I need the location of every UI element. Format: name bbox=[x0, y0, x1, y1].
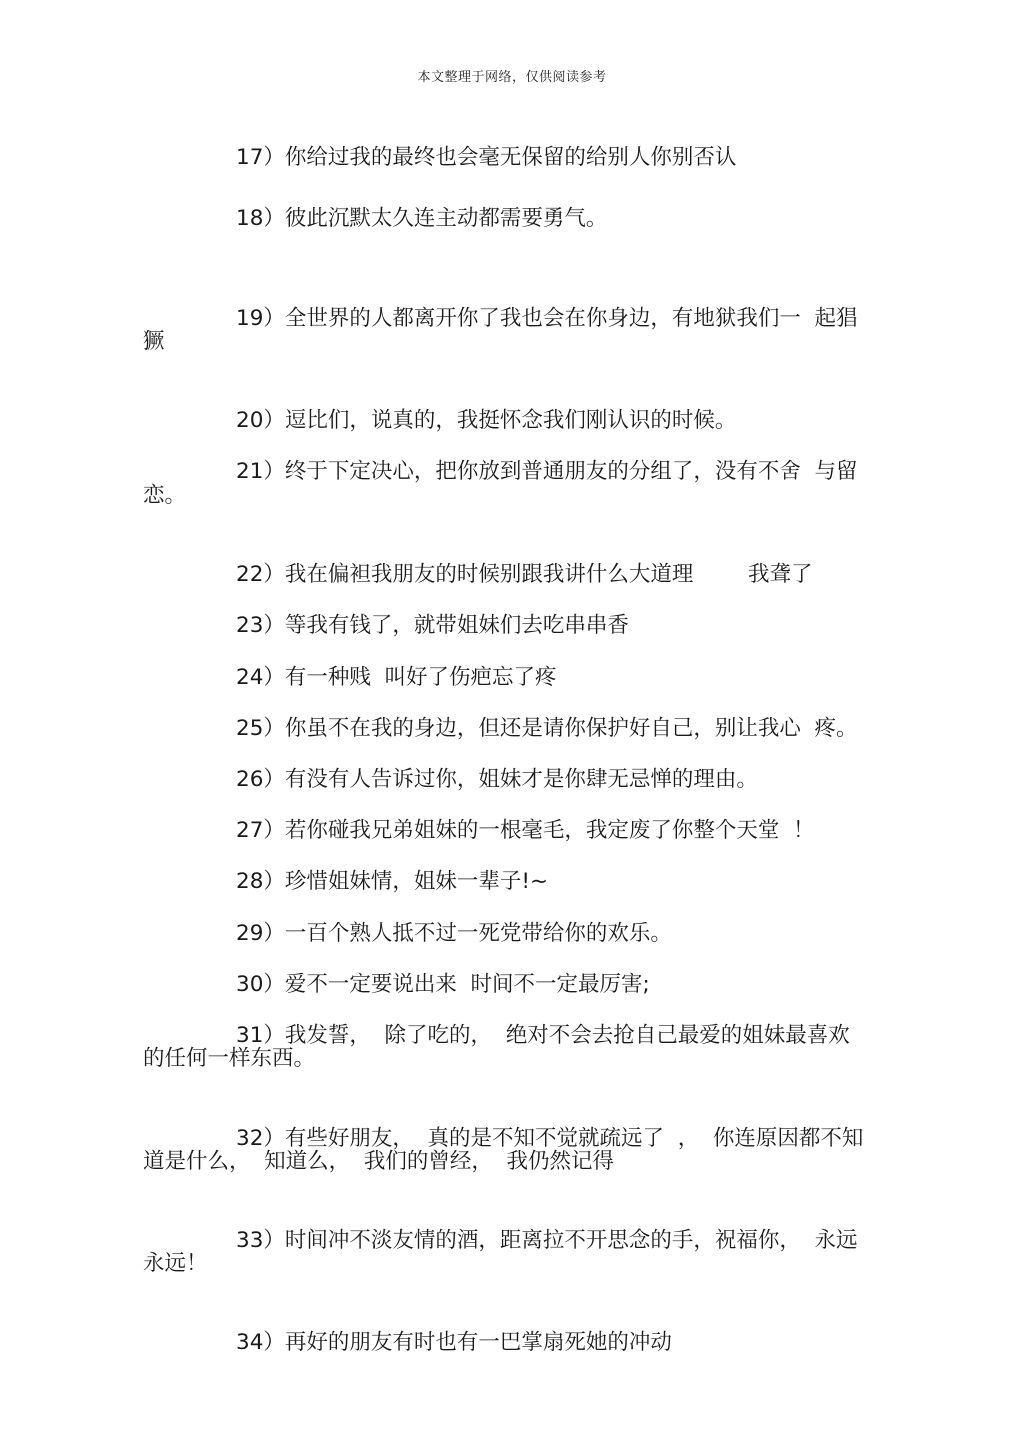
item-number: 34） bbox=[236, 1330, 285, 1355]
list-item bbox=[195, 277, 858, 361]
item-number: 23） bbox=[236, 613, 285, 638]
list-item bbox=[195, 430, 858, 514]
list-item bbox=[195, 1301, 672, 1385]
item-text: 有些好朋友， 真的是不知不觉就疏远了 ， 你连原因都不知 bbox=[284, 1126, 864, 1151]
item-text: 终于下定决心，把你放到普通朋友的分组了，没有不舍 与留 bbox=[284, 459, 858, 484]
item-number: 33） bbox=[236, 1228, 285, 1253]
item-text: 等我有钱了，就带姐妹们去吃串串香 bbox=[284, 613, 629, 638]
item-number: 31） bbox=[236, 1023, 285, 1048]
item-text: 我在偏袒我朋友的时候别跟我讲什么大道理 我聋了 bbox=[284, 562, 813, 587]
item-text: 我发誓， 除了吃的， 绝对不会去抢自己最爱的姐妹最喜欢 bbox=[284, 1023, 850, 1048]
item-text: 你虽不在我的身边，但还是请你保护好自己，别让我心 疼。 bbox=[284, 716, 858, 741]
item-number: 19） bbox=[236, 306, 285, 331]
item-text: 有没有人告诉过你，姐妹才是你肆无忌惮的理由。 bbox=[284, 767, 758, 792]
header-note: 本文整理于网络，仅供阅读参考 bbox=[417, 70, 607, 85]
item-number: 28） bbox=[236, 869, 285, 894]
item-number: 25） bbox=[236, 716, 285, 741]
item-number: 17） bbox=[236, 145, 285, 170]
item-continuation: 道是什么， 知道么， 我们的曾经， 我仍然记得 bbox=[143, 1149, 615, 1174]
item-text: 逗比们，说真的，我挺怀念我们刚认识的时候。 bbox=[284, 408, 737, 433]
item-continuation: 永远！ bbox=[143, 1251, 208, 1276]
item-text: 若你碰我兄弟姐妹的一根毫毛，我定废了你整个天堂 ！ bbox=[284, 818, 815, 843]
item-text: 你给过我的最终也会毫无保留的给别人你别否认 bbox=[284, 145, 737, 170]
list-item bbox=[195, 1199, 858, 1283]
item-continuation: 獗 bbox=[143, 329, 165, 354]
item-continuation: 恋。 bbox=[143, 483, 187, 508]
item-text: 彼此沉默太久连主动都需要勇气。 bbox=[284, 206, 608, 231]
item-number: 32） bbox=[236, 1126, 285, 1151]
item-number: 18） bbox=[236, 206, 285, 231]
item-number: 27） bbox=[236, 818, 285, 843]
item-text: 再好的朋友有时也有一巴掌扇死她的冲动 bbox=[284, 1330, 672, 1355]
item-text: 全世界的人都离开你了我也会在你身边，有地狱我们一 起猖 bbox=[284, 306, 858, 331]
item-continuation: 的任何一样东西。 bbox=[143, 1046, 316, 1071]
item-text: 一百个熟人抵不过一死党带给你的欢乐。 bbox=[284, 921, 672, 946]
item-number: 26） bbox=[236, 767, 285, 792]
item-text: 珍惜姐妹情，姐妹一辈子!~ bbox=[284, 869, 549, 894]
item-text: 有一种贱 叫好了伤疤忘了疼 bbox=[284, 665, 557, 690]
item-number: 30） bbox=[236, 972, 285, 997]
item-text: 爱不一定要说出来 时间不一定最厉害; bbox=[284, 972, 650, 997]
item-number: 21） bbox=[236, 459, 285, 484]
item-text: 时间冲不淡友情的酒，距离拉不开思念的手，祝福你， 永远 bbox=[284, 1228, 858, 1253]
item-number: 24） bbox=[236, 665, 285, 690]
item-number: 29） bbox=[236, 921, 285, 946]
list-item bbox=[195, 177, 607, 261]
item-number: 20） bbox=[236, 408, 285, 433]
item-number: 22） bbox=[236, 562, 285, 587]
